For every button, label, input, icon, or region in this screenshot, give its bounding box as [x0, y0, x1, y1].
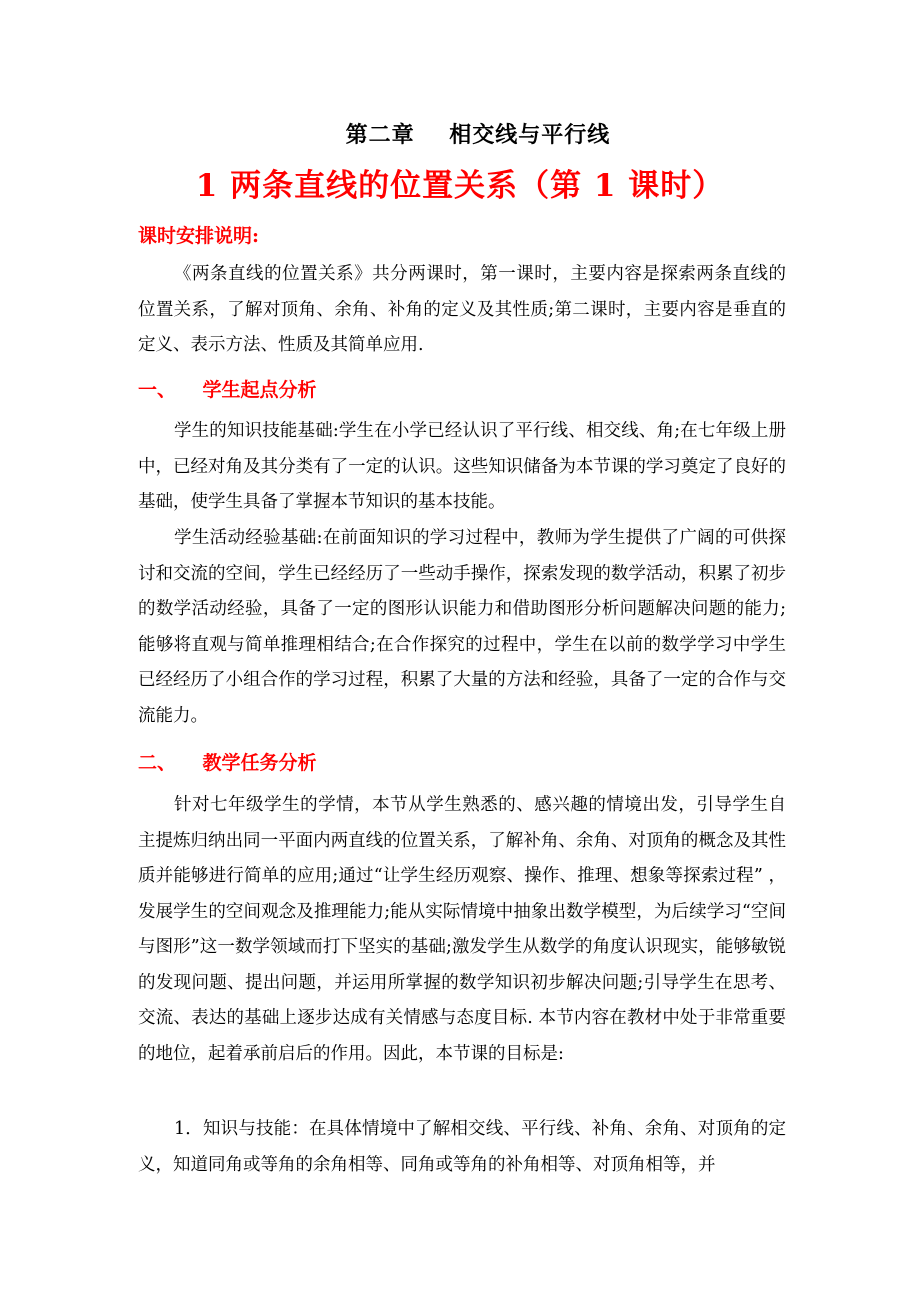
- section-heading-student-analysis: 一、 学生起点分析: [138, 379, 317, 401]
- paragraph-knowledge-base: 学生的知识技能基础:学生在小学已经认识了平行线、相交线、角;在七年级上册中，已经对角及其分类有了一定的认识。这些知识储备为本节课的学习奠定了良好的基础，使学生具备了掌握本节知识的基本技能。: [138, 421, 786, 512]
- schedule-heading: 课时安排说明:: [138, 225, 260, 247]
- paragraph-task-analysis: 针对七年级学生的学情，本节从学生熟悉的、感兴趣的情境出发，引导学生自主提炼归纳出同一平面内两直线的位置关系，了解补角、余角、对顶角的概念及其性质并能够进行简单的应用;通过“让学生经历观察、操作、推理、想象等探索过程” ，发展学生的空间观念及推理能力;能从实际情境中抽象出数学模型，为后续学习“空间与图形”这一数学领域而打下坚实的基础;激发学生从数学的角度认识现实，能够敏锐的发现问题、提出问题，并运用所掌握的数学知识初步解决问题;引导学生在思考、交流、表达的基础上逐步达成有关情感与态度目标. 本节内容在教材中处于非常重要的地位，起着承前启后的作用。因此，本节课的目标是:: [138, 795, 786, 1064]
- paragraph-objective-knowledge-skills: 1．知识与技能：在具体情境中了解相交线、平行线、补角、余角、对顶角的定义，知道同角或等角的余角相等、同角或等角的补角相等、对顶角相等，并: [138, 1119, 786, 1175]
- lesson-title: 1 两条直线的位置关系（第 1 课时）: [195, 168, 725, 204]
- chapter-heading: 第二章 相交线与平行线: [345, 122, 611, 148]
- section-heading-task-analysis: 二、 教学任务分析: [138, 752, 317, 774]
- schedule-paragraph: 《两条直线的位置关系》共分两课时，第一课时，主要内容是探索两条直线的位置关系，了解对顶角、余角、补角的定义及其性质;第二课时，主要内容是垂直的定义、表示方法、性质及其简单应用.: [138, 264, 786, 355]
- paragraph-activity-experience: 学生活动经验基础:在前面知识的学习过程中，教师为学生提供了广阔的可供探讨和交流的空间，学生已经经历了一些动手操作，探索发现的数学活动，积累了初步的数学活动经验，具备了一定的图形认识能力和借助图形分析问题解决问题的能力;能够将直观与简单推理相结合;在合作探究的过程中，学生在以前的数学学习中学生已经经历了小组合作的学习过程，积累了大量的方法和经验，具备了一定的合作与交流能力。: [138, 528, 786, 726]
